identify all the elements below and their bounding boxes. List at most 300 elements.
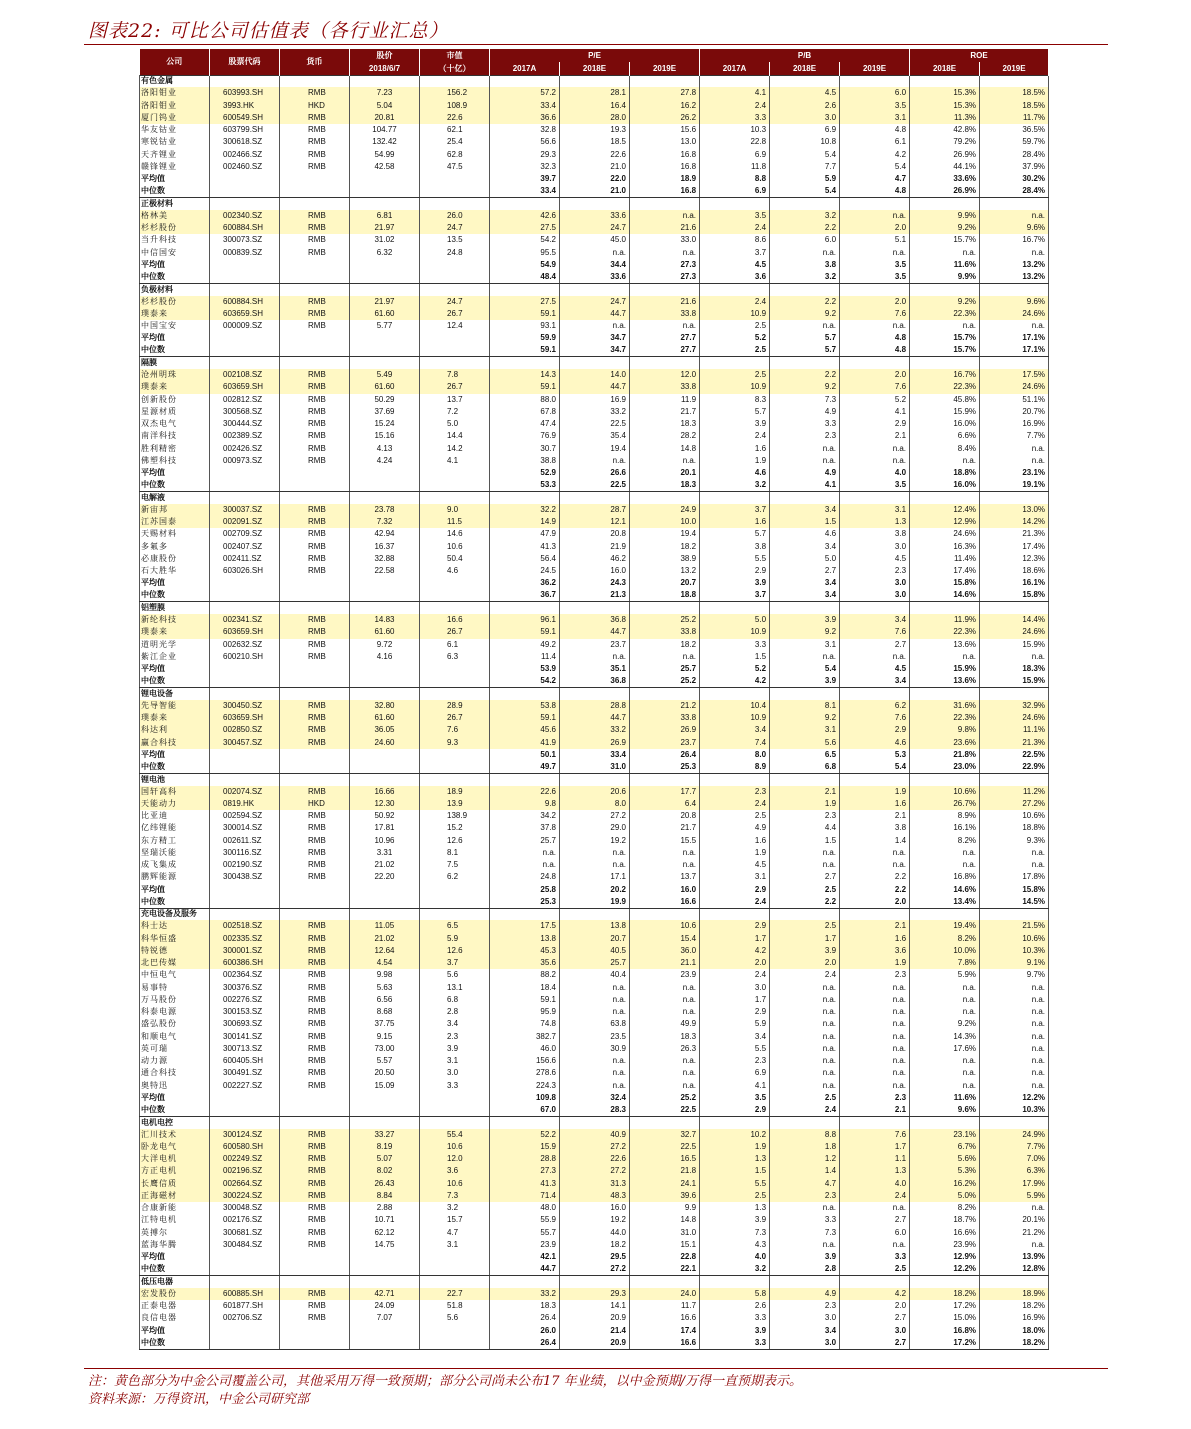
metric-value: 32.7 <box>630 1129 700 1141</box>
market-cap: 11.5 <box>420 516 490 528</box>
empty-cell <box>420 688 490 700</box>
company-name: 洛阳钼业 <box>140 87 210 99</box>
median-row-value: 14.6% <box>910 590 980 602</box>
share-price: 24.09 <box>350 1300 420 1312</box>
stock-code: 300048.SZ <box>210 1202 280 1214</box>
average-row-value: 15.7% <box>910 332 980 344</box>
share-price: 54.99 <box>350 149 420 161</box>
metric-value: 39.6 <box>630 1190 700 1202</box>
metric-value: 3.9 <box>770 614 840 626</box>
currency: RMB <box>280 969 350 981</box>
metric-value: 20.8 <box>560 528 630 540</box>
metric-value: 14.2% <box>980 516 1049 528</box>
metric-value: 3.3 <box>770 418 840 430</box>
average-row-value: 16.1% <box>980 577 1049 589</box>
market-cap: 62.1 <box>420 124 490 136</box>
median-row-value: 3.2 <box>700 479 770 491</box>
metric-value: 33.6 <box>560 210 630 222</box>
metric-value: 26.9% <box>910 149 980 161</box>
empty-cell <box>910 283 980 295</box>
empty-cell <box>630 198 700 210</box>
empty-cell <box>490 908 560 920</box>
currency: RMB <box>280 443 350 455</box>
metric-value: 35.4 <box>560 430 630 442</box>
metric-value: 3.1 <box>770 724 840 736</box>
metric-value: 32.8 <box>490 124 560 136</box>
market-cap: 13.5 <box>420 234 490 246</box>
stock-code: 002249.SZ <box>210 1153 280 1165</box>
metric-value: 11.7 <box>630 1300 700 1312</box>
share-price: 20.50 <box>350 1067 420 1079</box>
currency: RMB <box>280 308 350 320</box>
empty-cell <box>210 357 280 369</box>
average-row-label: 平均值 <box>140 1092 210 1104</box>
table-row <box>140 614 1049 626</box>
share-price: 3.31 <box>350 847 420 859</box>
empty-cell <box>350 761 420 773</box>
section-title: 电机电控 <box>140 1116 210 1128</box>
metric-value: 18.2 <box>560 1239 630 1251</box>
metric-value: 2.5 <box>700 320 770 332</box>
metric-value: 5.4 <box>840 161 910 173</box>
metric-value: 11.3% <box>910 112 980 124</box>
company-name: 国轩高科 <box>140 786 210 798</box>
empty-cell <box>910 1116 980 1128</box>
table-row <box>140 381 1049 393</box>
currency: HKD <box>280 100 350 112</box>
metric-value: 9.6% <box>980 296 1049 308</box>
metric-value: 4.5 <box>840 553 910 565</box>
metric-value: 26.3 <box>630 1043 700 1055</box>
company-name: 中国宝安 <box>140 320 210 332</box>
metric-value: n.a. <box>560 1080 630 1092</box>
metric-value: 56.6 <box>490 136 560 148</box>
average-row-value: 59.9 <box>490 332 560 344</box>
metric-value: n.a. <box>630 1006 700 1018</box>
share-price: 21.02 <box>350 933 420 945</box>
share-price: 23.78 <box>350 504 420 516</box>
metric-value: 8.2% <box>910 1202 980 1214</box>
metric-value: 18.2 <box>630 541 700 553</box>
metric-value: 17.2% <box>910 1300 980 1312</box>
share-price: 42.58 <box>350 161 420 173</box>
metric-value: 23.9 <box>490 1239 560 1251</box>
metric-value: 24.6% <box>980 712 1049 724</box>
share-price: 4.16 <box>350 651 420 663</box>
metric-value: n.a. <box>770 455 840 467</box>
stock-code: 000009.SZ <box>210 320 280 332</box>
average-row-value: 4.0 <box>700 1251 770 1263</box>
metric-value: 16.2 <box>630 100 700 112</box>
empty-cell <box>980 1116 1049 1128</box>
empty-cell <box>210 749 280 761</box>
share-price: 37.69 <box>350 406 420 418</box>
average-row <box>140 663 1049 675</box>
company-name: 比亚迪 <box>140 810 210 822</box>
stock-code: 002518.SZ <box>210 920 280 932</box>
empty-cell <box>980 198 1049 210</box>
average-row-value: 11.6% <box>910 1092 980 1104</box>
metric-value: 17.4% <box>980 541 1049 553</box>
section-title: 锂电设备 <box>140 688 210 700</box>
stock-code: 300713.SZ <box>210 1043 280 1055</box>
empty-cell <box>910 908 980 920</box>
market-cap: 4.1 <box>420 455 490 467</box>
average-row <box>140 1251 1049 1263</box>
table-row <box>140 1190 1049 1202</box>
metric-value: 36.8 <box>560 614 630 626</box>
metric-value: 16.8% <box>910 871 980 883</box>
metric-value: 16.0 <box>560 565 630 577</box>
metric-value: 5.3% <box>910 1165 980 1177</box>
empty-cell <box>770 492 840 504</box>
market-cap: 13.1 <box>420 982 490 994</box>
empty-cell <box>490 602 560 614</box>
metric-value: 14.4% <box>980 614 1049 626</box>
company-name: 卧龙电气 <box>140 1141 210 1153</box>
empty-cell <box>420 749 490 761</box>
metric-value: 2.3 <box>840 565 910 577</box>
average-row-value: 5.2 <box>700 332 770 344</box>
empty-cell <box>420 1337 490 1349</box>
metric-value: 37.9% <box>980 161 1049 173</box>
metric-value: 44.7 <box>560 626 630 638</box>
currency: RMB <box>280 112 350 124</box>
metric-value: n.a. <box>910 1006 980 1018</box>
average-row-value: 4.9 <box>770 467 840 479</box>
metric-value: n.a. <box>980 1043 1049 1055</box>
metric-value: 2.4 <box>700 100 770 112</box>
empty-cell <box>280 1263 350 1275</box>
metric-value: 2.1 <box>770 786 840 798</box>
average-row-value: 21.4 <box>560 1325 630 1337</box>
empty-cell <box>420 357 490 369</box>
currency: RMB <box>280 320 350 332</box>
median-row-value: 4.1 <box>770 479 840 491</box>
metric-value: n.a. <box>560 651 630 663</box>
median-row-value: 59.1 <box>490 345 560 357</box>
metric-value: n.a. <box>980 982 1049 994</box>
metric-value: 3.3 <box>770 1214 840 1226</box>
median-row-value: 6.9 <box>700 185 770 197</box>
average-row-value: 5.2 <box>700 663 770 675</box>
market-cap: 7.2 <box>420 406 490 418</box>
empty-cell <box>700 1116 770 1128</box>
metric-value: 37.8 <box>490 822 560 834</box>
metric-value: 8.0 <box>560 798 630 810</box>
metric-value: 4.9 <box>700 822 770 834</box>
currency: RMB <box>280 1300 350 1312</box>
metric-value: 5.9% <box>910 969 980 981</box>
metric-value: 16.7% <box>980 234 1049 246</box>
market-cap: 3.1 <box>420 1055 490 1067</box>
market-cap: 5.6 <box>420 1312 490 1324</box>
table-row <box>140 406 1049 418</box>
average-row-value: 27.7 <box>630 332 700 344</box>
metric-value: 16.9% <box>980 418 1049 430</box>
currency: RMB <box>280 1202 350 1214</box>
header-mcap: 市值 <box>420 49 490 62</box>
median-row-value: 16.6 <box>630 1337 700 1349</box>
market-cap: 7.6 <box>420 724 490 736</box>
metric-value: 2.9 <box>840 418 910 430</box>
metric-value: 1.7 <box>840 1141 910 1153</box>
average-row-value: 34.7 <box>560 332 630 344</box>
metric-value: 5.4 <box>770 149 840 161</box>
empty-cell <box>630 688 700 700</box>
share-price: 36.05 <box>350 724 420 736</box>
median-row <box>140 590 1049 602</box>
metric-value: 8.3 <box>700 394 770 406</box>
metric-value: 18.7% <box>910 1214 980 1226</box>
median-row-value: 27.7 <box>630 345 700 357</box>
metric-value: 11.4% <box>910 553 980 565</box>
stock-code: 300124.SZ <box>210 1129 280 1141</box>
stock-code: 002664.SZ <box>210 1178 280 1190</box>
empty-cell <box>420 1276 490 1288</box>
metric-value: 14.1 <box>560 1300 630 1312</box>
metric-value: 23.7 <box>560 639 630 651</box>
company-name: 正泰电器 <box>140 1300 210 1312</box>
table-row <box>140 87 1049 99</box>
empty-cell <box>350 198 420 210</box>
empty-cell <box>350 773 420 785</box>
metric-value: n.a. <box>490 859 560 871</box>
company-name: 当升科技 <box>140 234 210 246</box>
metric-value: 9.2 <box>770 712 840 724</box>
currency: RMB <box>280 933 350 945</box>
metric-value: n.a. <box>840 847 910 859</box>
stock-code: 002611.SZ <box>210 835 280 847</box>
empty-cell <box>350 332 420 344</box>
empty-cell <box>420 467 490 479</box>
currency: RMB <box>280 553 350 565</box>
average-row-value: 109.8 <box>490 1092 560 1104</box>
section-header-row <box>140 283 1049 295</box>
metric-value: 33.8 <box>630 712 700 724</box>
empty-cell <box>210 1251 280 1263</box>
empty-cell <box>210 1092 280 1104</box>
empty-cell <box>210 492 280 504</box>
market-cap: 26.0 <box>420 210 490 222</box>
metric-value: n.a. <box>840 1239 910 1251</box>
metric-value: n.a. <box>630 994 700 1006</box>
metric-value: 2.0 <box>840 296 910 308</box>
metric-value: 3.3 <box>700 1312 770 1324</box>
empty-cell <box>210 675 280 687</box>
metric-value: 1.2 <box>770 1153 840 1165</box>
empty-cell <box>350 688 420 700</box>
stock-code: 300141.SZ <box>210 1031 280 1043</box>
market-cap: 15.7 <box>420 1214 490 1226</box>
average-row-value: 5.9 <box>770 173 840 185</box>
metric-value: 3.7 <box>700 247 770 259</box>
metric-value: n.a. <box>910 455 980 467</box>
empty-cell <box>210 590 280 602</box>
metric-value: 55.9 <box>490 1214 560 1226</box>
table-row <box>140 1018 1049 1030</box>
median-row-value: 3.6 <box>700 271 770 283</box>
average-row-value: 17.4 <box>630 1325 700 1337</box>
table-row <box>140 651 1049 663</box>
empty-cell <box>490 357 560 369</box>
median-row-label: 中位数 <box>140 271 210 283</box>
empty-cell <box>210 467 280 479</box>
empty-cell <box>840 1276 910 1288</box>
metric-value: 3.0 <box>700 982 770 994</box>
market-cap: 12.4 <box>420 320 490 332</box>
metric-value: 44.1% <box>910 161 980 173</box>
median-row-value: 13.2% <box>980 271 1049 283</box>
metric-value: 16.2% <box>910 1178 980 1190</box>
median-row-value: 16.0% <box>910 479 980 491</box>
company-name: 长鹰信质 <box>140 1178 210 1190</box>
currency: RMB <box>280 700 350 712</box>
stock-code: 600549.SH <box>210 112 280 124</box>
median-row-value: 33.4 <box>490 185 560 197</box>
empty-cell <box>350 345 420 357</box>
empty-cell <box>280 1251 350 1263</box>
currency: RMB <box>280 406 350 418</box>
metric-value: n.a. <box>490 847 560 859</box>
empty-cell <box>280 332 350 344</box>
metric-value: 7.6 <box>840 381 910 393</box>
market-cap: 26.7 <box>420 712 490 724</box>
metric-value: n.a. <box>980 443 1049 455</box>
company-name: 中恒电气 <box>140 969 210 981</box>
empty-cell <box>350 467 420 479</box>
stock-code: 300376.SZ <box>210 982 280 994</box>
metric-value: 10.8 <box>770 136 840 148</box>
empty-cell <box>350 602 420 614</box>
empty-cell <box>420 198 490 210</box>
currency: RMB <box>280 810 350 822</box>
market-cap: 5.6 <box>420 969 490 981</box>
empty-cell <box>210 1337 280 1349</box>
metric-value: 22.6 <box>560 1153 630 1165</box>
metric-value: 3.8 <box>840 528 910 540</box>
currency: RMB <box>280 1080 350 1092</box>
metric-value: 18.4 <box>490 982 560 994</box>
company-name: 双杰电气 <box>140 418 210 430</box>
metric-value: 71.4 <box>490 1190 560 1202</box>
metric-value: 5.0 <box>770 553 840 565</box>
stock-code: 600884.SH <box>210 296 280 308</box>
average-row-value: 26.4 <box>630 749 700 761</box>
metric-value: 24.1 <box>630 1178 700 1190</box>
empty-cell <box>770 198 840 210</box>
empty-cell <box>350 1104 420 1116</box>
currency: RMB <box>280 1288 350 1300</box>
metric-value: n.a. <box>840 1006 910 1018</box>
metric-value: 21.1 <box>630 957 700 969</box>
average-row-value: 3.3 <box>840 1251 910 1263</box>
currency: RMB <box>280 1031 350 1043</box>
metric-value: 26.2 <box>630 112 700 124</box>
metric-value: 27.5 <box>490 296 560 308</box>
company-name: 中信国安 <box>140 247 210 259</box>
metric-value: 5.7 <box>700 406 770 418</box>
median-row-value: 26.9% <box>910 185 980 197</box>
market-cap: 3.0 <box>420 1067 490 1079</box>
metric-value: n.a. <box>980 859 1049 871</box>
empty-cell <box>490 75 560 87</box>
metric-value: 1.5 <box>770 516 840 528</box>
metric-value: 2.0 <box>700 957 770 969</box>
metric-value: 2.6 <box>770 100 840 112</box>
metric-value: 4.6 <box>840 737 910 749</box>
metric-value: 59.1 <box>490 308 560 320</box>
empty-cell <box>350 1337 420 1349</box>
metric-value: 22.3% <box>910 712 980 724</box>
average-row-value: 3.9 <box>700 1325 770 1337</box>
median-row <box>140 345 1049 357</box>
market-cap: 16.6 <box>420 614 490 626</box>
median-row-value: 2.0 <box>840 896 910 908</box>
company-name: 杉杉股份 <box>140 296 210 308</box>
empty-cell <box>840 75 910 87</box>
median-row-value: 9.9% <box>910 271 980 283</box>
metric-value: n.a. <box>980 651 1049 663</box>
table-row <box>140 639 1049 651</box>
currency: RMB <box>280 1312 350 1324</box>
average-row <box>140 1092 1049 1104</box>
empty-cell <box>630 908 700 920</box>
stock-code: 300153.SZ <box>210 1006 280 1018</box>
table-row <box>140 1300 1049 1312</box>
metric-value: 4.3 <box>700 1239 770 1251</box>
header-pb-2019e: 2019E <box>840 62 910 75</box>
metric-value: 95.9 <box>490 1006 560 1018</box>
company-name: 胜利精密 <box>140 443 210 455</box>
share-price: 16.66 <box>350 786 420 798</box>
metric-value: 74.8 <box>490 1018 560 1030</box>
share-price: 50.29 <box>350 394 420 406</box>
median-row-value: 18.8 <box>630 590 700 602</box>
metric-value: 59.1 <box>490 712 560 724</box>
metric-value: 23.9 <box>630 969 700 981</box>
currency: RMB <box>280 247 350 259</box>
average-row-label: 平均值 <box>140 749 210 761</box>
currency: RMB <box>280 455 350 467</box>
median-row-value: 3.2 <box>700 1263 770 1275</box>
metric-value: 18.2% <box>980 1300 1049 1312</box>
empty-cell <box>630 1116 700 1128</box>
empty-cell <box>350 1276 420 1288</box>
company-name: 汇川技术 <box>140 1129 210 1141</box>
empty-cell <box>980 357 1049 369</box>
company-name: 特锐德 <box>140 945 210 957</box>
metric-value: 16.4 <box>560 100 630 112</box>
metric-value: n.a. <box>980 1031 1049 1043</box>
empty-cell <box>210 602 280 614</box>
metric-value: 10.9 <box>700 381 770 393</box>
empty-cell <box>210 198 280 210</box>
average-row-value: 33.6% <box>910 173 980 185</box>
median-row-value: 15.9% <box>980 675 1049 687</box>
metric-value: 4.5 <box>700 859 770 871</box>
metric-value: 11.4 <box>490 651 560 663</box>
metric-value: 18.5% <box>980 100 1049 112</box>
share-price: 62.12 <box>350 1227 420 1239</box>
metric-value: 40.5 <box>560 945 630 957</box>
share-price: 15.24 <box>350 418 420 430</box>
median-row-value: 19.1% <box>980 479 1049 491</box>
metric-value: 2.7 <box>840 639 910 651</box>
metric-value: 2.2 <box>770 296 840 308</box>
empty-cell <box>490 283 560 295</box>
table-row <box>140 982 1049 994</box>
